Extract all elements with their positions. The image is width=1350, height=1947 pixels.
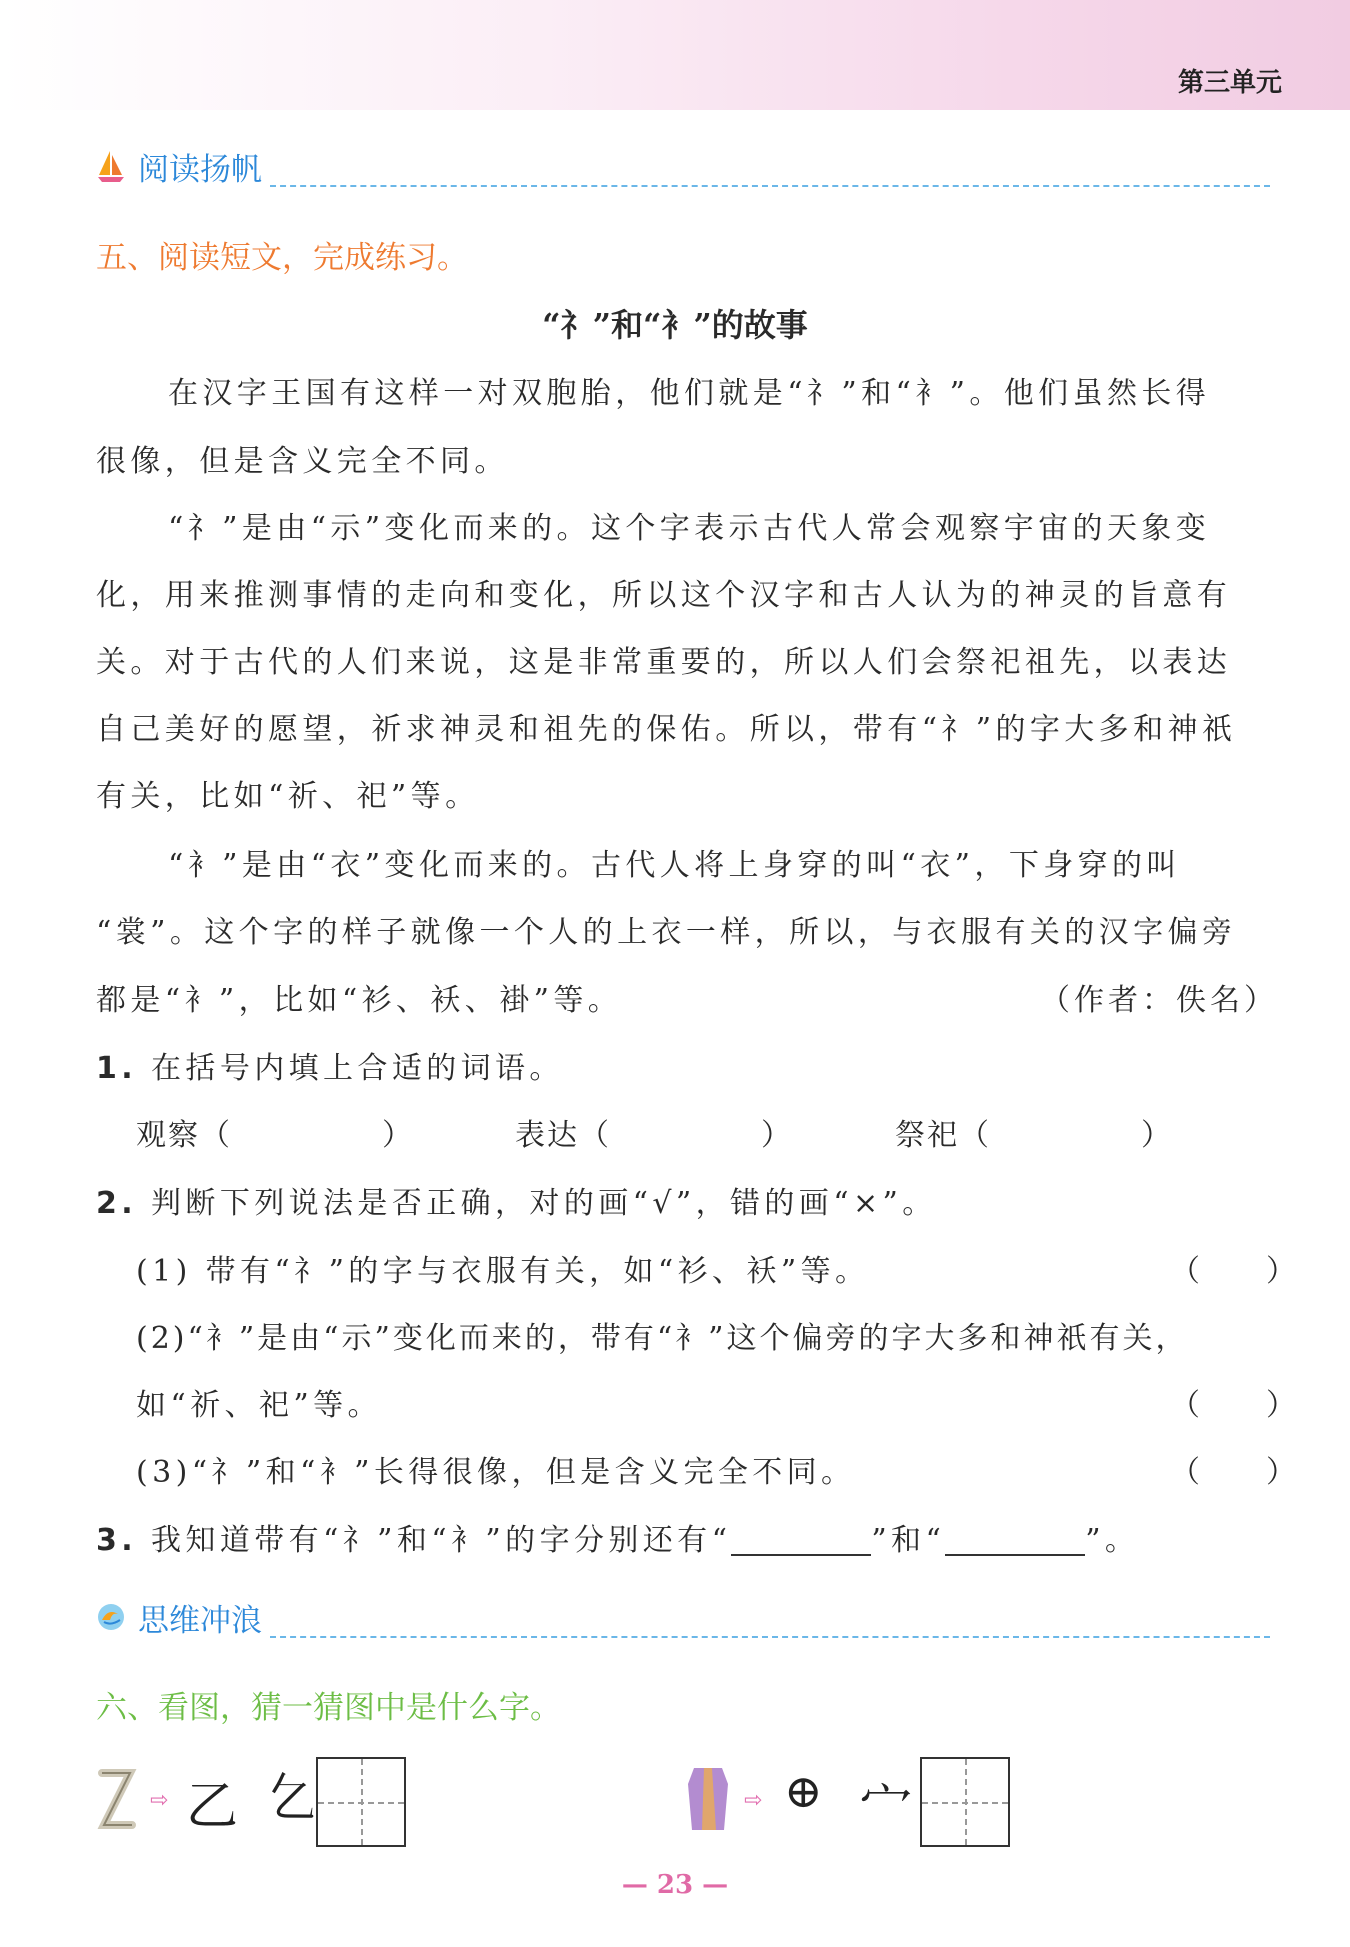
story-line: 有关，比如“祈、祀”等。 — [96, 779, 480, 814]
divider — [270, 185, 1270, 187]
judge-answer-box[interactable]: （ ） — [1170, 1388, 1298, 1423]
section-title: 思维冲浪 — [138, 1602, 262, 1639]
section-title: 阅读扬帆 — [138, 151, 262, 188]
section-thinking-header — [96, 1595, 262, 1639]
seal-glyph: 𠃉 — [266, 1769, 319, 1829]
judge-answer-box[interactable]: （ ） — [1170, 1254, 1298, 1289]
judge-item: 如“祈、祀”等。 — [136, 1388, 382, 1423]
answer-blank-1[interactable] — [731, 1528, 871, 1556]
story-line: 化，用来推测事情的走向和变化，所以这个汉字和古人认为的神灵的旨意有 — [96, 578, 1232, 613]
story-line: “礻”是由“示”变化而来的。这个字表示古代人常会观察宇宙的天象变 — [168, 511, 1211, 546]
judge-item: (1) 带有“礻”的字与衣服有关，如“衫、袄”等。 — [136, 1254, 870, 1289]
divider — [270, 1636, 1270, 1638]
arrow-icon: ⇨ — [150, 1788, 169, 1813]
author-credit: （作者：佚名） — [1040, 983, 1278, 1018]
question-3: 3. 我知道带有“礻”和“衤”的字分别还有“ ”和“ ”。 — [96, 1523, 1140, 1558]
story-line: 自己美好的愿望，祈求神灵和祖先的保佑。所以，带有“礻”的字大多和神祇 — [96, 712, 1237, 747]
seal-glyph: 宀 — [860, 1777, 913, 1837]
header-banner — [0, 0, 1350, 110]
unit-label: 第三单元 — [1177, 68, 1282, 98]
answer-blank-2[interactable] — [945, 1528, 1085, 1556]
page-number: — 23 — — [621, 1870, 729, 1900]
judge-item: (3)“礻”和“衤”长得很像，但是含义完全不同。 — [136, 1455, 856, 1490]
fill-word-express[interactable]: 表达（ ） — [515, 1118, 793, 1153]
judge-answer-box[interactable]: （ ） — [1170, 1455, 1298, 1490]
story-line: 关。对于古代的人们来说，这是非常重要的，所以人们会祭祀祖先，以表达 — [96, 645, 1232, 680]
bone-icon — [96, 1765, 138, 1835]
task-heading: 六、看图，猜一猜图中是什么字。 — [96, 1690, 561, 1726]
wave-icon — [96, 1600, 126, 1634]
ancient-glyph: 乙 — [186, 1777, 239, 1837]
task-heading: 五、阅读短文，完成练习。 — [96, 240, 468, 276]
answer-grid-1[interactable] — [316, 1757, 406, 1847]
fill-word-observe[interactable]: 观察（ ） — [136, 1118, 414, 1153]
section-reading-header — [96, 144, 262, 188]
answer-grid-2[interactable] — [920, 1757, 1010, 1847]
judge-item: (2)“衤”是由“示”变化而来的，带有“衤”这个偏旁的字大多和神祇有关， — [136, 1321, 1189, 1356]
story-line: 很像，但是含义完全不同。 — [96, 444, 509, 479]
story-line: 都是“衤”，比如“衫、袄、褂”等。 — [96, 983, 623, 1018]
fill-word-sacrifice[interactable]: 祭祀（ ） — [895, 1118, 1173, 1153]
story-title: “礻”和“衤”的故事 — [542, 306, 808, 344]
ancient-glyph: ⊕ — [784, 1764, 823, 1818]
sailboat-icon — [96, 149, 126, 183]
story-line: “裳”。这个字的样子就像一个人的上衣一样，所以，与衣服有关的汉字偏旁 — [96, 915, 1237, 950]
clothing-icon — [684, 1764, 732, 1834]
question-1: 1. 在括号内填上合适的词语。 — [96, 1051, 564, 1086]
arrow-icon: ⇨ — [744, 1788, 763, 1813]
question-2: 2. 判断下列说法是否正确，对的画“√”，错的画“×”。 — [96, 1186, 937, 1221]
story-line: “衤”是由“衣”变化而来的。古代人将上身穿的叫“衣”，下身穿的叫 — [168, 848, 1181, 883]
story-line: 在汉字王国有这样一对双胞胎，他们就是“礻”和“衤”。他们虽然长得 — [168, 376, 1211, 411]
